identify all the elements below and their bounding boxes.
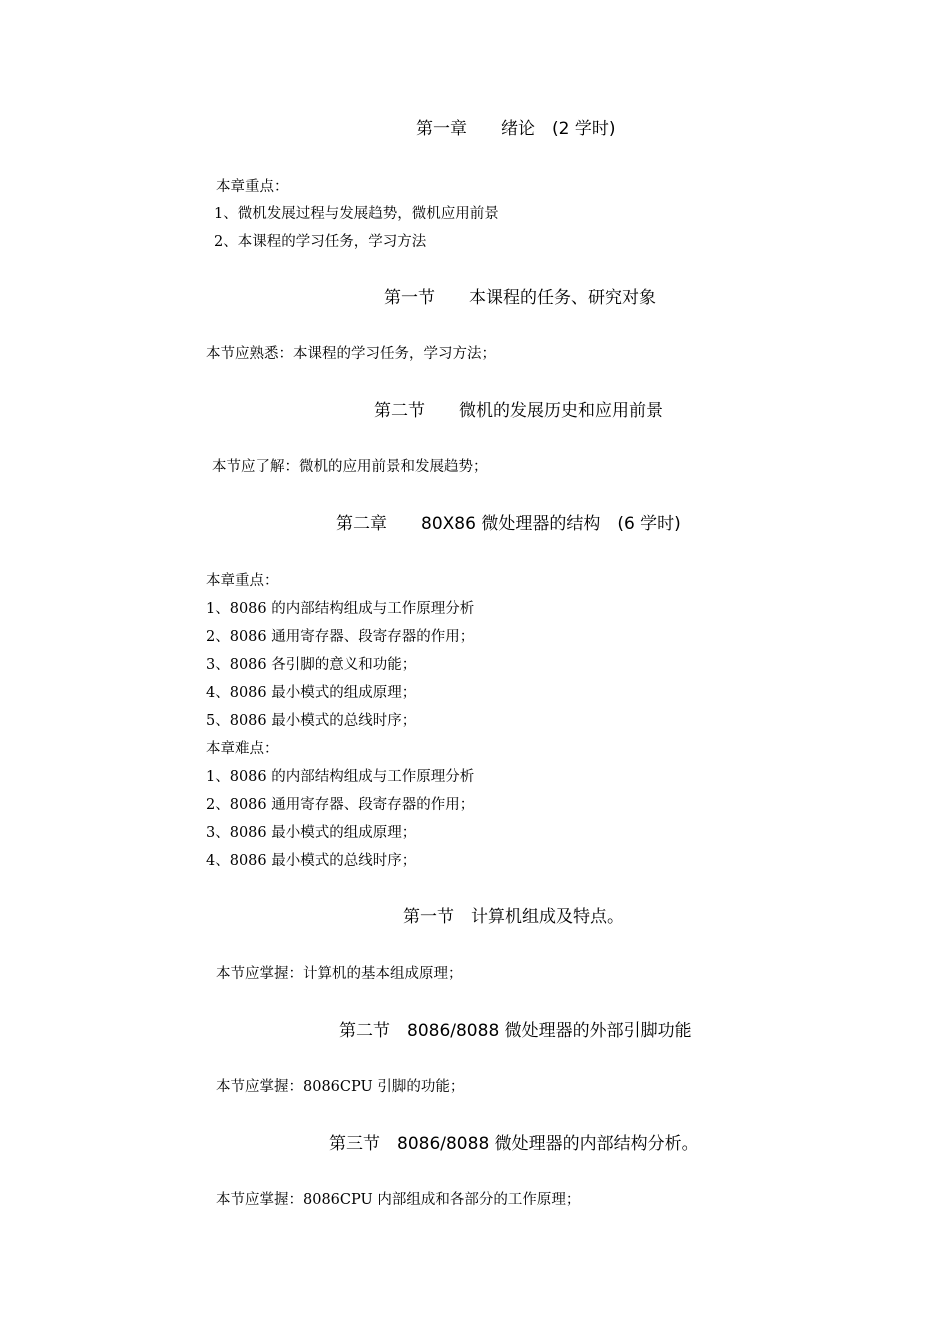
chapter1-focus-item: 2、本课程的学习任务，学习方法: [214, 234, 427, 250]
chapter2-focus-item: 4、8086 最小模式的组成原理；: [206, 685, 417, 701]
chapter1-section1-text: 本节应熟悉：本课程的学习任务，学习方法；: [206, 346, 496, 362]
chapter1-section1-heading: 第一节 本课程的任务、研究对象: [384, 288, 656, 308]
chapter2-difficulty-item: 3、8086 最小模式的组成原理；: [206, 825, 417, 841]
chapter2-focus-item: 2、8086 通用寄存器、段寄存器的作用；: [206, 629, 475, 645]
chapter2-focus-label: 本章重点：: [206, 573, 279, 589]
chapter2-difficulty-item: 1、8086 的内部结构组成与工作原理分析: [206, 769, 475, 785]
chapter2-difficulty-item: 2、8086 通用寄存器、段寄存器的作用；: [206, 797, 475, 813]
chapter2-section1-heading: 第一节 计算机组成及特点。: [403, 907, 624, 927]
chapter2-section3-text: 本节应掌握：8086CPU 内部组成和各部分的工作原理；: [216, 1192, 581, 1208]
chapter2-focus-item: 3、8086 各引脚的意义和功能；: [206, 657, 417, 673]
chapter2-focus-item: 1、8086 的内部结构组成与工作原理分析: [206, 601, 475, 617]
chapter2-focus-item: 5、8086 最小模式的总线时序；: [206, 713, 417, 729]
chapter1-section2-text: 本节应了解：微机的应用前景和发展趋势；: [212, 459, 488, 475]
chapter1-focus-item: 1、微机发展过程与发展趋势，微机应用前景: [214, 206, 499, 222]
chapter2-section2-heading: 第二节 8086/8088 微处理器的外部引脚功能: [339, 1021, 692, 1041]
chapter2-section1-text: 本节应掌握：计算机的基本组成原理；: [216, 966, 463, 982]
chapter1-section2-heading: 第二节 微机的发展历史和应用前景: [374, 401, 663, 421]
chapter1-heading: 第一章 绪论 (2 学时): [416, 119, 616, 139]
chapter2-difficulty-item: 4、8086 最小模式的总线时序；: [206, 853, 417, 869]
chapter2-difficulty-label: 本章难点：: [206, 741, 279, 757]
chapter2-heading: 第二章 80X86 微处理器的结构 (6 学时): [336, 514, 681, 534]
chapter2-section2-text: 本节应掌握：8086CPU 引脚的功能；: [216, 1079, 465, 1095]
chapter2-section3-heading: 第三节 8086/8088 微处理器的内部结构分析。: [329, 1134, 699, 1154]
chapter1-focus-label: 本章重点：: [216, 179, 289, 195]
